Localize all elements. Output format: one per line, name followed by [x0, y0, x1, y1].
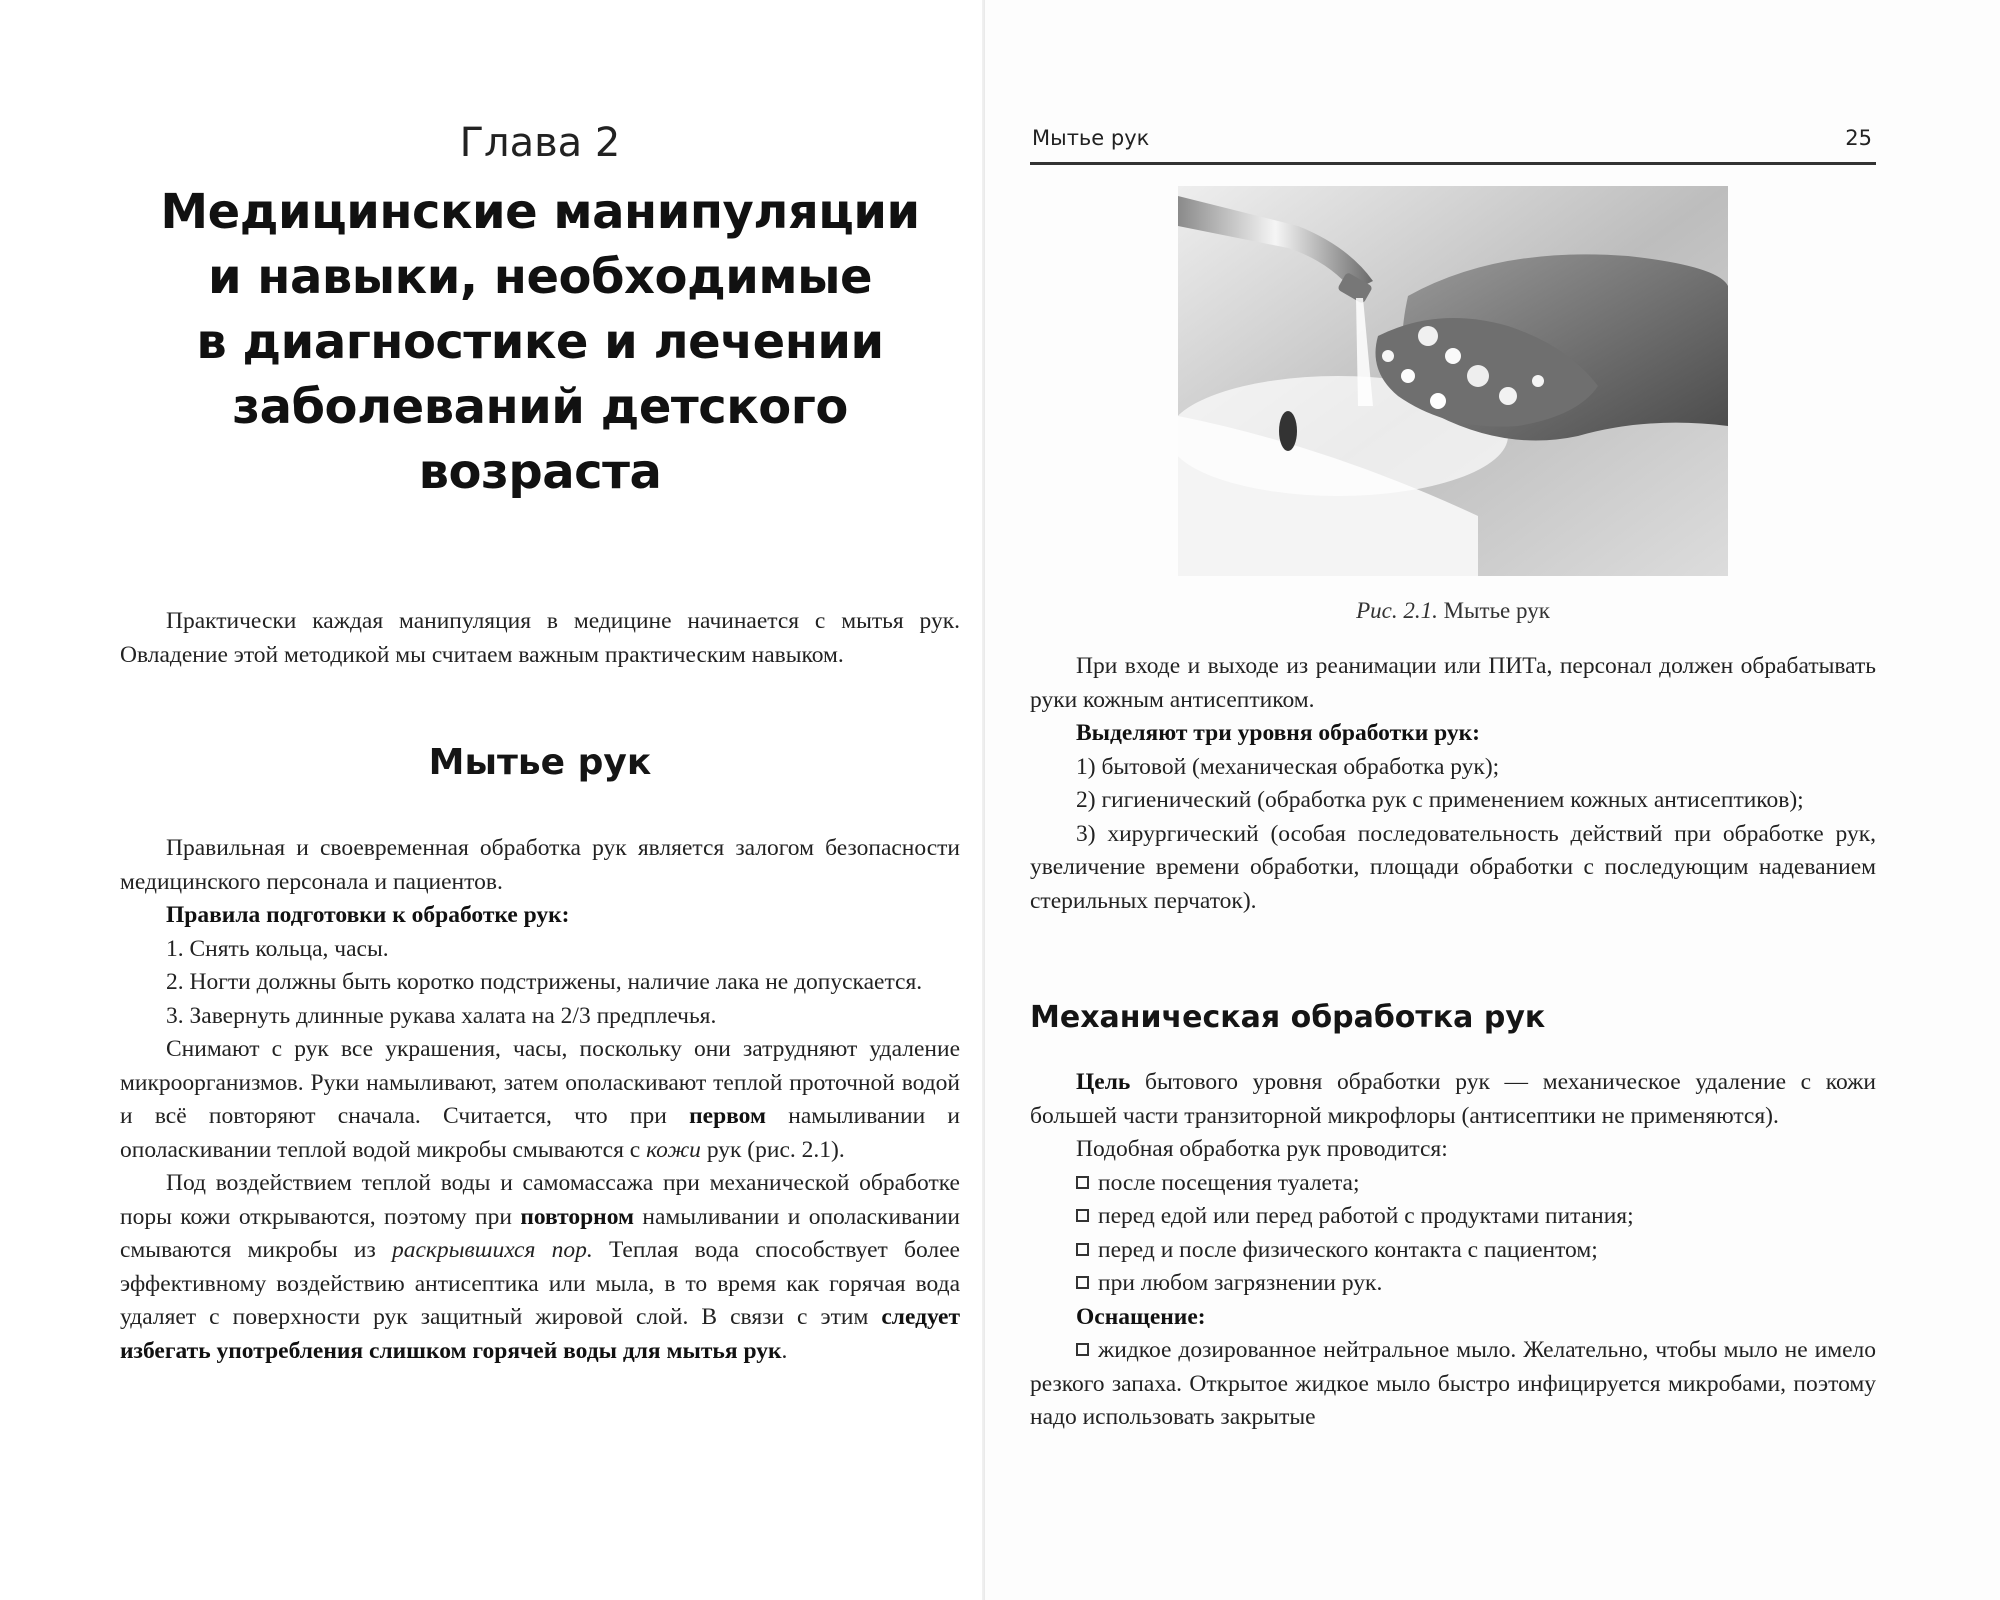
checkbox-bullet-icon [1076, 1276, 1089, 1289]
bold-run: повторном [520, 1203, 635, 1230]
chapter-title [120, 180, 960, 505]
checkbox-bullet-icon [1076, 1176, 1089, 1189]
italic-run: раскрывшихся пор. [391, 1237, 593, 1263]
list-item [1030, 1200, 1876, 1234]
list-item-text: при любом загрязнении рук. [1098, 1270, 1383, 1296]
list-item [1030, 1267, 1876, 1301]
bold-run: следует избегать употребления слишком горячей воды для мытья рук [120, 1304, 960, 1364]
figure-caption-label: Рис. 2.1. [1356, 598, 1438, 623]
section-heading: Мытье рук [428, 742, 652, 783]
paragraph [120, 1167, 960, 1368]
level-item: 1) бытовой (механическая обработка рук); [1076, 753, 1500, 780]
list-item-text: жидкое дозированное нейтральное мыло. Желательно, чтобы мыло не имело резкого запаха. Открытое жидкое мыло быстро инфицируется микробами, поэтому надо использовать закрытые [1030, 1337, 1876, 1430]
text-run: Под воздействием теплой воды и самомассажа при механической обработке поры кожи открываются, поэтому при [120, 1170, 960, 1230]
paragraph: При входе и выходе из реанимации или ПИТа, персонал должен обрабатывать руки кожным антисептиком. [1030, 653, 1876, 713]
subheading: Механическая обработка рук [1030, 1000, 1546, 1035]
paragraph: Подобная обработка рук проводится: [1076, 1136, 1448, 1162]
level-item: 2) гигиенический (обработка рук с применением кожных антисептиков); [1076, 787, 1804, 813]
chapter-title-line: Медицинские манипуляции [160, 184, 920, 240]
list-item [1030, 1167, 1876, 1201]
equipment-heading-line [1030, 1301, 1876, 1335]
italic-run: кожи [646, 1136, 701, 1163]
checkbox-bullet-icon [1076, 1243, 1089, 1256]
chapter-title-line: заболеваний детского [232, 379, 848, 435]
levels-heading-line [1030, 717, 1876, 751]
chapter-title-line: в диагностике и лечении [196, 314, 884, 370]
handwashing-photo [1178, 186, 1728, 576]
page-number: 25 [1845, 126, 1872, 150]
rule-item: 1. Снять кольца, часы. [166, 935, 389, 962]
equipment-heading: Оснащение: [1076, 1303, 1206, 1330]
handwash-section [120, 832, 960, 1368]
text-run: рук (рис. 2.1). [700, 1136, 845, 1163]
list-item [1030, 1234, 1876, 1268]
text-run: бытового уровня обработки рук — механическое удаление с кожи большей части транзиторной микрофлоры (антисептики не применяются). [1030, 1069, 1876, 1129]
checkbox-bullet-icon [1076, 1209, 1089, 1222]
list-item [1030, 1334, 1876, 1435]
text-run: намыливании и ополаскивании смываются микробы из [120, 1203, 960, 1263]
list-item-text: перед едой или перед работой с продуктами питания; [1098, 1203, 1634, 1229]
goal-label: Цель [1076, 1069, 1131, 1095]
rules-heading-line [120, 899, 960, 933]
figure-caption [1030, 598, 1876, 624]
paragraph: Правильная и своевременная обработка рук является залогом безопасности медицинского персонала и пациентов. [120, 835, 960, 895]
rules-heading: Правила подготовки к обработке рук: [166, 902, 570, 928]
intro-text: Практически каждая манипуляция в медицине начинается с мытья рук. Овладение этой методикой мы считаем важным практическим навыком. [120, 608, 960, 668]
level-item: 3) хирургический (особая последовательность действий при обработке рук, увеличение времени обработки, площади обработки с последующим надеванием стерильных перчаток). [1030, 820, 1876, 914]
running-header-title: Мытье рук [1032, 126, 1150, 150]
text-run: намыливании и ополаскивании теплой водой микробы смываются с [120, 1103, 960, 1163]
text-run: Снимают с рук все украшения, часы, поскольку они затрудняют удаление микроорганизмов. Руки намыливают, затем ополаскивают теплой проточной водой и всё повторяют сначала. Считается, что при [120, 1036, 960, 1129]
chapter-title-line: возраста [418, 444, 662, 500]
mechanical-section [1030, 1066, 1876, 1435]
left-page [0, 0, 985, 1600]
list-item-text: после посещения туалета; [1098, 1169, 1360, 1196]
paragraph [120, 1033, 960, 1167]
intro-paragraph [120, 605, 960, 672]
access-section [1030, 650, 1876, 918]
chapter-title-line: и навыки, необходимые [207, 249, 873, 305]
levels-heading: Выделяют три уровня обработки рук: [1076, 720, 1480, 746]
rule-item: 3. Завернуть длинные рукава халата на 2/3 предплечья. [166, 1002, 717, 1029]
chapter-label: Глава 2 [459, 120, 621, 166]
figure-caption-text: Мытье рук [1437, 598, 1550, 623]
rule-item: 2. Ногти должны быть коротко подстрижены, наличие лака не допускается. [166, 969, 923, 995]
bold-run: первом [689, 1103, 766, 1129]
text-run: . [781, 1337, 788, 1364]
paragraph [1030, 1066, 1876, 1133]
list-item-text: перед и после физического контакта с пациентом; [1098, 1236, 1598, 1263]
running-header [1030, 120, 1876, 165]
text-run: Теплая вода способствует более эффективному воздействию антисептика или мыла, в то время как горячая вода удаляет с поверхности рук защитный жировой слой. В связи с этим [120, 1237, 960, 1330]
checkbox-bullet-icon [1076, 1343, 1089, 1356]
